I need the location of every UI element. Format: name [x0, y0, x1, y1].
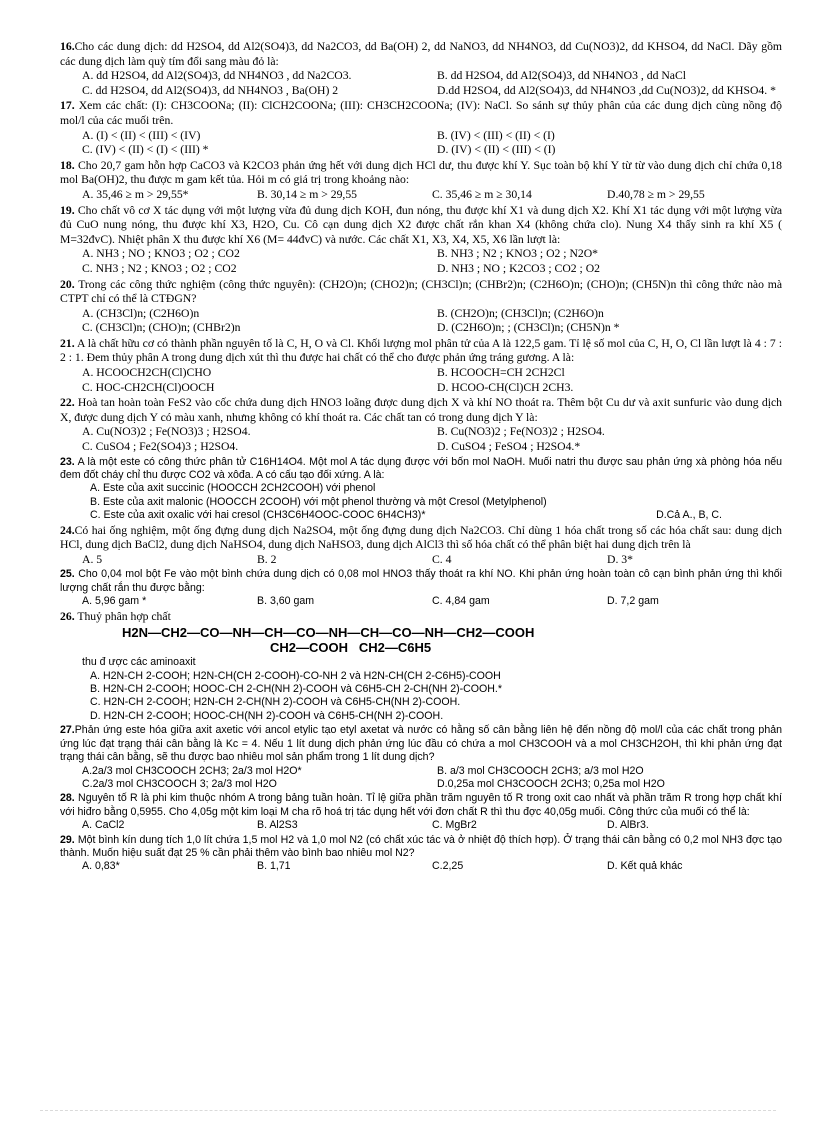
question-text: Trong các công thức nghiệm (công thức nguyên): (CH2O)n; (CHO2)n; (CH3Cl)n; (CHBr2)n; (C2H6O)n; (CHO)n; (CH5N)n thì công thức nào mà CTPT chỉ có thể là CTĐGN? — [60, 277, 783, 306]
question-number: 25. — [60, 568, 75, 581]
question-text: Cho các dung dịch: dd H2SO4, dd Al2(SO4)3, dd Na2CO3, dd Ba(OH) 2, dd NaNO3, dd NH4NO3, dd Cu(NO3)2, dd KHSO4, dd NaCl. Dãy gồm các dung dịch làm quỳ tím đổi sang màu đỏ là: — [60, 40, 782, 68]
question-number: 28. — [60, 792, 75, 805]
options — [60, 129, 782, 158]
question-number: 19. — [60, 203, 75, 217]
option-c: C. 4 — [432, 552, 452, 566]
option-d: D. H2N-CH 2-COOH; HOOC-CH(NH 2)-COOH và C6H5-CH(NH 2)-COOH. — [90, 709, 444, 722]
option-b: B. Este của axit malonic (HOOCCH 2COOH) với một phenol thường và một Cresol (Metylphenol) — [90, 495, 547, 508]
option-d: D. (C2H6O)n; ; (CH3Cl)n; (CH5N)n * — [437, 321, 620, 335]
option-a: A. NH3 ; NO ; KNO3 ; O2 ; CO2 — [82, 247, 240, 261]
question-text: A là một este có công thức phân tử C16H14O4. Một mol A tác dụng được với bốn mol NaOH. Muối natri thu được sau phản ứng xà phòng hóa nếu đem đốt cháy chỉ thu được CO2 và xôđa. A có cấu tạo đối xứng. A là: — [60, 455, 783, 482]
question-number: 17. — [60, 99, 75, 113]
option-d: D. 7,2 gam — [607, 595, 659, 608]
options — [60, 425, 782, 454]
option-a: A. Cu(NO3)2 ; Fe(NO3)3 ; H2SO4. — [82, 425, 251, 439]
option-b: B. 2 — [257, 552, 277, 566]
options — [60, 188, 782, 203]
options — [60, 670, 782, 724]
option-c: C. MgBr2 — [432, 819, 477, 832]
question-text: Hoà tan hoàn toàn FeS2 vào cốc chứa dung dịch HNO3 loãng được dung dịch X và khí NO thoát ra. Thêm bột Cu dư và axit sunfuric vào dung dịch X, được dung dịch Y có màu xanh, nhưng không có khí thoát ra. Các chất tan có trong dung dịch Y là: — [60, 396, 783, 424]
options — [60, 765, 782, 792]
option-d: D.dd H2SO4, dd Al2(SO4)3, dd NH4NO3 ,dd Cu(NO3)2, dd KHSO4. * — [437, 83, 776, 97]
question-number: 23. — [60, 455, 75, 468]
option-d: D.0,25a mol CH3COOCH 2CH3; 0,25a mol H2O — [437, 777, 665, 790]
question-number: 24. — [60, 523, 75, 537]
option-d: D. CuSO4 ; FeSO4 ; H2SO4.* — [437, 440, 581, 454]
option-b: B. (IV) < (III) < (II) < (I) — [437, 128, 555, 142]
options — [60, 553, 782, 568]
question-16 — [60, 40, 782, 98]
question-27 — [60, 724, 782, 791]
option-b: B. (CH2O)n; (CH3Cl)n; (C2H6O)n — [437, 306, 604, 320]
option-a: A. H2N-CH 2-COOH; H2N-CH(CH 2-COOH)-CO-NH 2 và H2N-CH(CH 2-C6H5)-COOH — [90, 669, 501, 682]
options — [60, 595, 782, 608]
question-number: 18. — [60, 158, 75, 172]
question-number: 20. — [60, 277, 75, 291]
options — [60, 482, 782, 522]
question-text: Phản ứng este hóa giữa axit axetic với ancol etylic tạo etyl axetat và nước có hằng số cân bằng liên hệ đến nồng độ mol/l của các chất trong phản ứng lúc đạt trạng thái cân bằng là Kc = 4. Nếu 1 lít dung dịch phản ứng lúc đầu có chứa a mol CH3COOH và a mol CH3CH2OH, thì khi phản ứng đạt trạng thái cân bằng, sẽ thu được bao nhiêu mol sản phẩm trong 1 lít dung dịch? — [60, 724, 782, 764]
question-text: Một bình kín dung tích 1,0 lít chứa 1,5 mol H2 và 1,0 mol N2 (có chất xúc tác và ở nhiệt độ thích hợp). Ở trạng thái cân bằng có 0,2 mol NH3 đợc tạo thành. Muốn hiệu suất đạt 25 % cần phải thêm vào bình bao nhiêu mol N2? — [60, 833, 782, 859]
question-19 — [60, 204, 782, 277]
option-c: C. CuSO4 ; Fe2(SO4)3 ; H2SO4. — [82, 440, 239, 454]
option-a: A. 5,96 gam * — [82, 595, 147, 608]
structural-formula — [60, 625, 782, 655]
option-a: A. HCOOCH2CH(Cl)CHO — [82, 366, 212, 380]
option-a: A. 0,83* — [82, 860, 120, 873]
options — [60, 307, 782, 336]
question-23 — [60, 456, 782, 523]
option-c: C. Este của axit oxalic với hai cresol (CH3C6H4OOC-COOC 6H4CH3)* — [90, 509, 426, 522]
question-text: Thuỷ phân hợp chất — [77, 609, 171, 623]
question-24 — [60, 524, 782, 568]
option-d: D. Kết quả khác — [607, 860, 683, 873]
question-text: Cho chất vô cơ X tác dụng với một lượng vừa đủ dung dịch KOH, đun nóng, thu được khí X1 và dung dịch X2. Khí X1 tác dụng với một lượng vừa đủ CuO nung nóng, thu được khí X3, H2O, Cu. Cô cạn dung dịch X2 được chất rắn khan X4 (không chứa clo). Nung X4 thấy sinh ra khí X5 ( M=32đvC). Nhiệt phân X thu được khí X6 (M= 44đvC) và nước. Các chất X1, X3, X4, X5, X6 lần lượt là: — [60, 203, 783, 246]
option-a: A.2a/3 mol CH3COOCH 2CH3; 2a/3 mol H2O* — [82, 764, 302, 777]
option-b: B. dd H2SO4, dd Al2(SO4)3, dd NH4NO3 , dd NaCl — [437, 69, 687, 83]
question-text-after: thu đ ược các aminoaxit — [82, 656, 196, 669]
option-c: C. HOC-CH2CH(Cl)OOCH — [82, 380, 215, 394]
option-c: C. 35,46 ≥ m ≥ 30,14 — [432, 187, 532, 201]
option-b: B. 1,71 — [257, 860, 291, 873]
option-c: C.2,25 — [432, 860, 464, 873]
question-text: Có hai ống nghiệm, một ống đựng dung dịch Na2SO4, một ống đựng dung dịch Na2CO3. Chỉ dùng 1 hóa chất trong số các hóa chất sau: dung dịch HCl, dung dịch BaCl2, dung dịch NaHSO4, dung dịch NaHSO3, dung dịch AlCl3 thì số hóa chất có thể phân biệt hai dung dịch trên là — [60, 523, 782, 552]
question-26 — [60, 610, 782, 724]
option-d: D. (IV) < (II) < (III) < (I) — [437, 143, 556, 157]
option-d: D. AlBr3. — [607, 819, 649, 832]
question-17 — [60, 99, 782, 157]
options — [60, 247, 782, 276]
options — [60, 819, 782, 832]
option-a: A. dd H2SO4, dd Al2(SO4)3, dd NH4NO3 , dd Na2CO3. — [82, 69, 352, 83]
option-c: C. (CH3Cl)n; (CHO)n; (CHBr2)n — [82, 321, 241, 335]
question-number: 27. — [60, 724, 75, 737]
option-c: C. H2N-CH 2-COOH; H2N-CH 2-CH(NH 2)-COOH và C6H5-CH(NH 2)-COOH. — [90, 696, 461, 709]
option-b: B. NH3 ; N2 ; KNO3 ; O2 ; N2O* — [437, 247, 599, 261]
option-c: C. dd H2SO4, dd Al2(SO4)3, dd NH4NO3 , Ba(OH) 2 — [82, 83, 339, 97]
question-number: 29. — [60, 833, 75, 846]
option-b: B. a/3 mol CH3COOCH 2CH3; a/3 mol H2O — [437, 764, 644, 777]
option-c: C. (IV) < (II) < (I) < (III) * — [82, 143, 209, 157]
option-c: C. 4,84 gam — [432, 595, 490, 608]
question-29 — [60, 834, 782, 874]
option-b: B. HCOOCH=CH 2CH2Cl — [437, 366, 565, 380]
question-text: Xem các chất: (I): CH3COONa; (II): ClCH2COONa; (III): CH3CH2COONa; (IV): NaCl. So sánh sự thủy phân của các dung dịch cùng nồng độ mol/l của các muối trên. — [60, 99, 782, 127]
options — [60, 860, 782, 873]
option-c: C.2a/3 mol CH3COOCH 3; 2a/3 mol H2O — [82, 777, 277, 790]
question-22 — [60, 396, 782, 454]
option-b: B. 30,14 ≥ m > 29,55 — [257, 187, 358, 201]
option-a: A. CaCl2 — [82, 819, 125, 832]
page-bottom-divider — [40, 1110, 776, 1111]
question-21 — [60, 337, 782, 395]
document-page — [60, 40, 782, 875]
option-d: D.Cả A., B, C. — [656, 509, 722, 522]
options — [60, 366, 782, 395]
question-number: 21. — [60, 336, 75, 350]
option-d: D.40,78 ≥ m > 29,55 — [607, 187, 705, 201]
option-d: D. HCOO-CH(Cl)CH 2CH3. — [437, 380, 574, 394]
option-a: A. Este của axit succinic (HOOCCH 2CH2COOH) với phenol — [90, 482, 376, 495]
question-28 — [60, 792, 782, 832]
options — [60, 69, 782, 98]
option-a: A. 5 — [82, 552, 103, 566]
question-text: Cho 20,7 gam hỗn hợp CaCO3 và K2CO3 phản ứng hết với dung dịch HCl dư, thu được khí Y. Sục toàn bộ khí Y từ từ vào dung dịch chỉ chứa 0,18 mol Ba(OH)2, thu được m gam kết tủa. Hỏi m có giá trị trong khoảng nào: — [60, 158, 782, 187]
option-a: A. (I) < (II) < (III) < (IV) — [82, 128, 201, 142]
question-number: 22. — [60, 396, 75, 410]
option-a: A. (CH3Cl)n; (C2H6O)n — [82, 306, 200, 320]
question-18 — [60, 159, 782, 203]
question-25 — [60, 568, 782, 608]
question-text: A là chất hữu cơ có thành phần nguyên tố là C, H, O và Cl. Khối lượng mol phân tử của A là 122,5 gam. Tỉ lệ số mol của C, H, O, Cl lần lượt là 4 : 7 : 2 : 1. Đem thủy phân A trong dung dịch xút thì thu được hai chất có thể cho được phản ứng tráng gương. A là: — [60, 336, 782, 365]
option-b: B. H2N-CH 2-COOH; HOOC-CH 2-CH(NH 2)-COOH và C6H5-CH 2-CH(NH 2)-COOH.* — [90, 683, 502, 696]
option-c: C. NH3 ; N2 ; KNO3 ; O2 ; CO2 — [82, 261, 237, 275]
question-20 — [60, 278, 782, 336]
question-number: 26. — [60, 609, 75, 623]
formula-side-chains: CH2—COOH CH2—C6H5 — [270, 640, 432, 656]
option-d: D. 3* — [607, 552, 633, 566]
question-text: Nguyên tố R là phi kim thuộc nhóm A trong bảng tuần hoàn. Tỉ lệ giữa phần trăm nguyên tố R trong oxit cao nhất và phần trăm R trong hợp chất khí với hiđro bằng 0,5955. Cho 4,05g một kim loại M cha rõ hoá trị tác dụng hết với đơn chất R thì thu đợc 40,05g muối. Công thức của muối có thể là: — [60, 792, 782, 818]
option-b: B. 3,60 gam — [257, 595, 315, 608]
option-b: B. Al2S3 — [257, 819, 298, 832]
option-b: B. Cu(NO3)2 ; Fe(NO3)2 ; H2SO4. — [437, 425, 605, 439]
question-text: Cho 0,04 mol bột Fe vào một bình chứa dung dịch có 0,08 mol HNO3 thấy thoát ra khí NO. Khi phản ứng hoàn toàn cô cạn bình phản ứng thì khối lượng chất rắn thu được bằng: — [60, 568, 782, 594]
question-number: 16. — [60, 40, 75, 53]
option-d: D. NH3 ; NO ; K2CO3 ; CO2 ; O2 — [437, 261, 600, 275]
formula-main-chain: H2N—CH2—CO—NH—CH—CO—NH—CH—CO—NH—CH2—COOH — [122, 625, 535, 641]
option-a: A. 35,46 ≥ m > 29,55* — [82, 187, 189, 201]
